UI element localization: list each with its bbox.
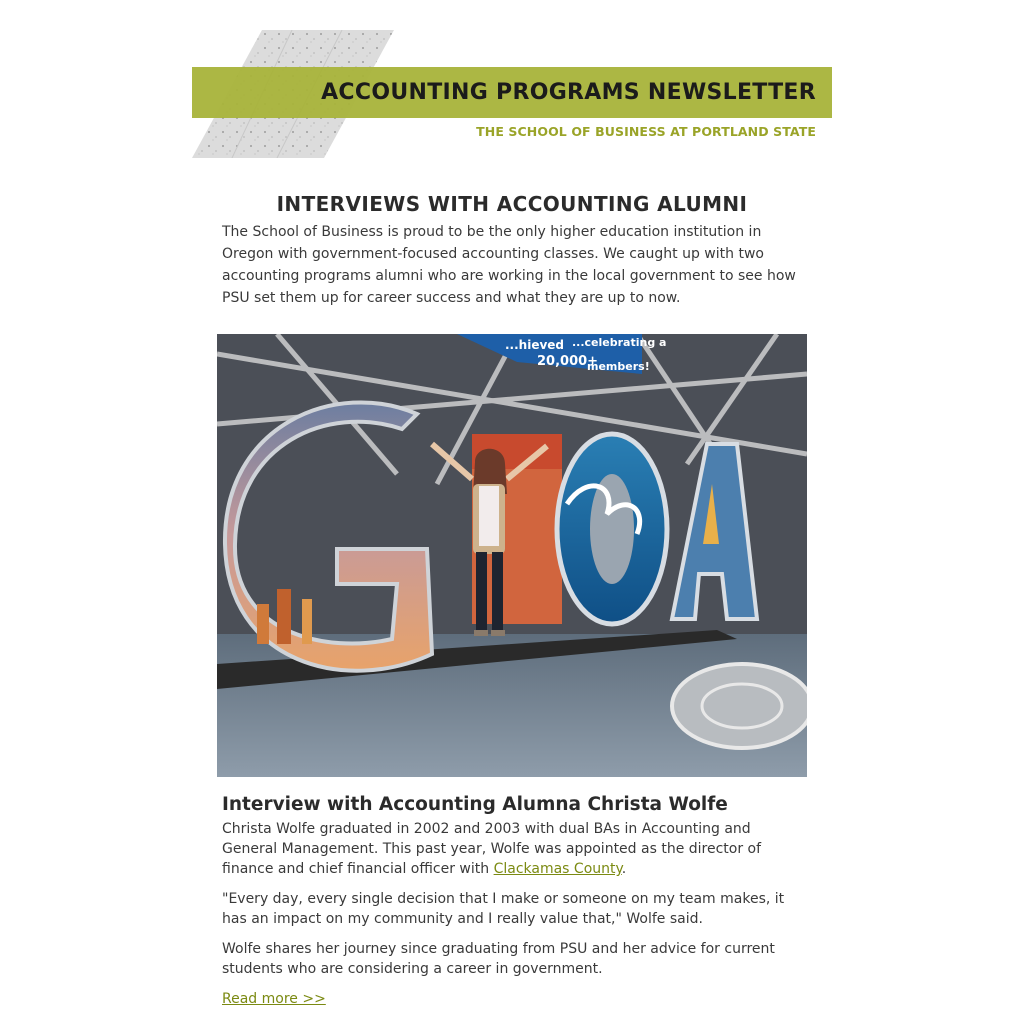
alumna-photo — [217, 334, 807, 777]
banner-text-3: 20,000+ — [537, 354, 599, 369]
newsletter-header — [192, 30, 832, 158]
story-paragraph-1-text: Christa Wolfe graduated in 2002 and 2003 with dual BAs in Accounting and General Management. This past year, Wolfe was appointed as the director of finance and chief financial officer with — [222, 821, 762, 877]
section-title: INTERVIEWS WITH ACCOUNTING ALUMNI — [276, 192, 748, 216]
story-paragraph-2: "Every day, every single decision that I make or someone on my team makes, it has an impact on my community and I really value that," Wolfe said. — [222, 891, 785, 927]
story-paragraph-1-end: . — [621, 861, 627, 877]
newsletter-title: ACCOUNTING PROGRAMS NEWSLETTER — [321, 80, 816, 105]
clackamas-county-link[interactable]: Clackamas County — [493, 861, 622, 877]
intro-paragraph: The School of Business is proud to be the only higher education institution in Oregon with government-focused accounting classes. We caught up with two accounting programs alumni who are working in the local government to see how PSU set them up for career success and what they are up to now. — [222, 224, 796, 306]
story-paragraph-3: Wolfe shares her journey since graduating from PSU and her advice for current students who are considering a career in government. — [222, 941, 775, 977]
story-title: Interview with Accounting Alumna Christa Wolfe — [222, 794, 728, 815]
read-more-link[interactable]: Read more >> — [222, 991, 326, 1007]
banner-text-1: ...hieved — [505, 338, 565, 352]
banner-text-4: members! — [587, 360, 650, 373]
newsletter-subtitle: THE SCHOOL OF BUSINESS AT PORTLAND STATE — [476, 124, 816, 139]
banner-text-2: ...celebrating a — [572, 336, 667, 349]
story-paragraph-1 — [222, 819, 802, 879]
